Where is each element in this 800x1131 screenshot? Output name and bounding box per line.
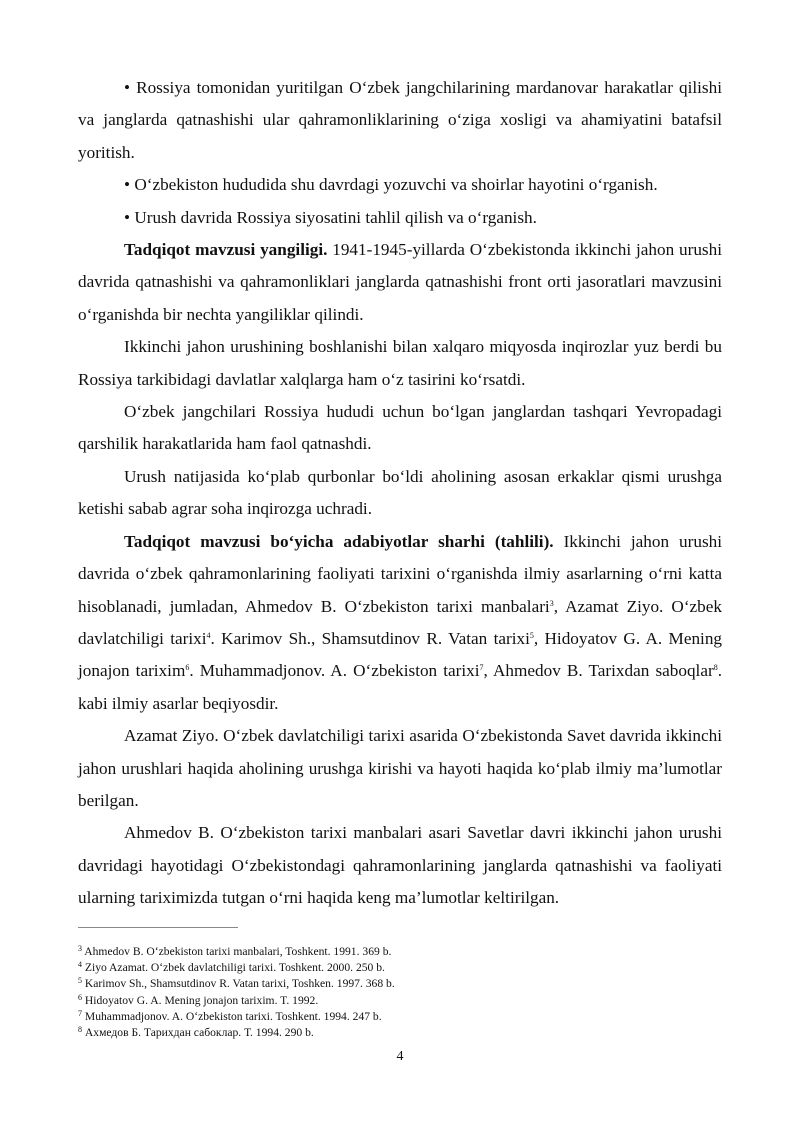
literature-text-1: Ikkinchi jahon urushi davrida o‘zbek qahramonlarining faoliyati tarixini o‘rganishda ilmiy asarlarning o‘rni katta hisoblanadi, jumladan, Ahmedov B. O‘zbekiston tarixi manbalari (78, 531, 722, 616)
footnote-number: 5 (78, 976, 82, 986)
footnote-ref-8[interactable]: 8 (713, 663, 718, 673)
footnote-number: 3 (78, 944, 82, 953)
paragraph-soldiers: O‘zbek jangchilari Rossiya hududi uchun bo‘lgan janglardan tashqari Yevropadagi qarshilik harakatlarida ham faol qatnashdi. (78, 402, 722, 454)
paragraph-azamat-ziyo: Azamat Ziyo. O‘zbek davlatchiligi tarixi asarida O‘zbekistonda Savet davrida ikkinchi jahon urushlari haqida aholining urushga kirishi va hayoti haqida ko‘plab ilmiy ma’lumotlar berilgan. (78, 726, 722, 810)
literature-text-7: . kabi ilmiy asarlar beqiyosdir. (78, 661, 722, 713)
footnote-4 (78, 960, 722, 976)
paragraph-goal-2: • O‘zbekiston hududida shu davrdagi yozuvchi va shoirlar hayotini o‘rganish. (124, 175, 658, 195)
footnote-7 (78, 1009, 722, 1025)
footnote-3 (78, 944, 722, 960)
footnote-text: Ziyo Azamat. O‘zbek davlatchiligi tarixi. Toshkent. 2000. 250 b. (82, 961, 385, 975)
footnote-5 (78, 976, 722, 992)
literature-text-2: , Azamat Ziyo. O‘zbek davlatchiligi tarixi (78, 596, 722, 648)
footnote-text: Karimov Sh., Shamsutdinov R. Vatan tarixi, Toshken. 1997. 368 b. (82, 977, 395, 991)
footnote-number: 4 (78, 960, 82, 970)
footnote-ref-5[interactable]: 5 (529, 630, 534, 640)
paragraph-novelty (78, 234, 722, 331)
footnote-text: Hidoyatov G. A. Mening jonajon tarixim. T. 1992. (82, 993, 319, 1007)
footnote-ref-6[interactable]: 6 (185, 663, 190, 673)
footnote-ref-4[interactable]: 4 (206, 630, 211, 640)
novelty-text: 1941-1945-yillarda O‘zbekistonda ikkinchi jahon urushi davrida qatnashishi va qahramonliklari janglarda qatnashishi front orti jasoratlari mavzusini o‘rganishda bir nechta yangiliklar qilindi. (78, 240, 722, 324)
footnote-number: 6 (78, 992, 82, 1002)
footnote-text: Ахмедов Б. Тарихдан сабоклар. Т. 1994. 290 b. (82, 1026, 314, 1040)
paragraph-goal-3: • Urush davrida Rossiya siyosatini tahlil qilish va o‘rganish. (124, 207, 537, 227)
paragraph-casualties: Urush natijasida ko‘plab qurbonlar bo‘ldi aholining asosan erkaklar qismi urushga ketishi sabab agrar soha inqirozga uchradi. (78, 466, 722, 519)
literature-text-3: . Karimov Sh., Shamsutdinov R. Vatan tarixi (210, 628, 530, 648)
footnote-number: 7 (78, 1008, 82, 1018)
novelty-heading: Tadqiqot mavzusi yangiligi. (124, 240, 328, 260)
literature-text-5: . Muhammadjonov. A. O‘zbekiston tarixi (189, 661, 480, 681)
footnote-8 (78, 1025, 722, 1041)
literature-text-4: , Hidoyatov G. A. Mening jonajon tarixim (78, 628, 723, 681)
footnote-ref-3[interactable]: 3 (549, 598, 554, 608)
footnote-number: 8 (78, 1025, 82, 1035)
footnote-ref-7[interactable]: 7 (479, 663, 484, 673)
paragraph-ahmedov: Ahmedov B. O‘zbekiston tarixi manbalari asari Savetlar davri ikkinchi jahon urushi davridagi hayotidagi O‘zbekistondagi qahramonlarining janglarda qatnashishi va faoliyati ularning tariximizda tutgan o‘rni haqida keng ma’lumotlar keltirilgan. (78, 823, 722, 908)
paragraph-crisis: Ikkinchi jahon urushining boshlanishi bilan xalqaro miqyosda inqirozlar yuz berdi bu Rossiya tarkibidagi davlatlar xalqlarga ham o‘z tasirini ko‘rsatdi. (78, 337, 722, 389)
footnote-6 (78, 993, 722, 1009)
footnote-separator (78, 927, 238, 928)
literature-text-6: , Ahmedov B. Tarixdan saboqlar (483, 661, 714, 681)
footnote-text: Ahmedov B. O‘zbekiston tarixi manbalari, Toshkent. 1991. 369 b. (82, 945, 392, 958)
footnotes (78, 944, 722, 1041)
footnote-text: Muhammadjonov. A. O‘zbekiston tarixi. Toshkent. 1994. 247 b. (82, 1009, 382, 1023)
body-text (78, 72, 722, 915)
page-number: 4 (396, 1049, 404, 1064)
paragraph-goal-1: • Rossiya tomonidan yuritilgan O‘zbek jangchilarining mardanovar harakatlar qilishi va janglarda qatnashishi ular qahramonliklarining o‘ziga xosligi va ahamiyatini batafsil yoritish. (78, 78, 722, 162)
paragraph-literature-review (78, 526, 722, 720)
literature-heading: Tadqiqot mavzusi bo‘yicha adabiyotlar sharhi (tahlili). (124, 531, 554, 551)
